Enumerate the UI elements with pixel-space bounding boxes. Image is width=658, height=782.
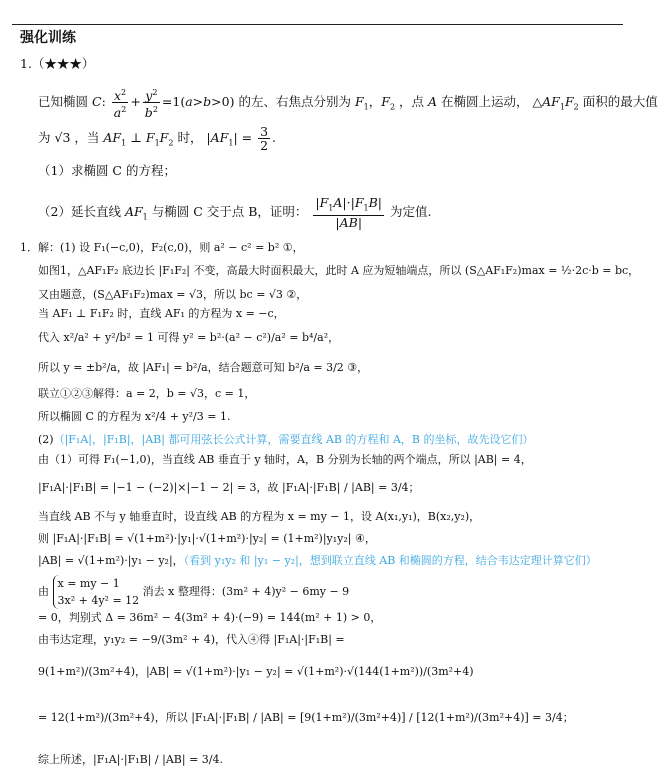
solution-line-7: 联立①②③解得：a = 2，b = √3，c = 1， [38,387,256,400]
solution-line-15: 由 x = my − 1 3x² + 4y² = 12 消去 x 整理得：(3m² + 4)y² − 6my − 9 [38,577,350,607]
section-heading: 强化训练 [20,30,76,46]
solution-line-1: 1．解：(1) 设 F₁(−c,0)，F₂(c,0)，则 a² − c² = b² ①， [20,241,304,254]
solution-line-18: 9(1+m²)/(3m²+4)，|AB| = √(1+m²)·|y₁ − y₂| = √(1+m²)·√(144(1+m²))/(3m²+4) [38,665,474,678]
solution-line-5: 代入 x²/a² + y²/b² = 1 可得 y² = b²·(a² − c²)/a² = b⁴/a²， [38,331,340,344]
question-2: （2）延长直线 $AF_1$ 与椭圆 C 交于点 B，证明： $\frac{|F_1A|\cdot|F_1B|}{|AB|}$ 为定值. [38,195,432,230]
problem-line-1: 已知椭圆 C: $\frac{x^2}{a^2}$ + $\frac{y^2}{b^2}$ =1(a>b>0) 的左、右焦点分别为 $F_1$，$F_2$ ，点 A 在椭圆上运动， $\triangle AF_1F_2$ 面积的最大值 [38,88,658,121]
hint-note-2: （看到 y₁y₂ 和 |y₁ − y₂|，想到联立直线 AB 和椭圆的方程，结合韦达定理计算它们） [183,554,597,567]
solution-line-16: = 0，判别式 Δ = 36m² − 4(3m² + 4)·(−9) = 144(m² + 1) > 0， [38,611,382,624]
solution-line-4: 当 AF₁ ⊥ F₁F₂ 时，直线 AF₁ 的方程为 x = −c， [38,307,285,320]
solution-line-10: 由（1）可得 F₁(−1,0)，当直线 AB 垂直于 y 轴时，A，B 分别为长轴的两个端点，所以 |AB| = 4， [38,453,532,466]
question-1: （1）求椭圆 C 的方程； [38,163,176,178]
solution-line-13: 则 |F₁A|·|F₁B| = √(1+m²)·|y₁|·√(1+m²)·|y₂| = (1+m²)|y₁y₂| ④， [38,532,376,545]
problem-number: 1.（★★★） [20,56,95,71]
solution-line-3: 又由题意，(S△AF₁F₂)max = √3，所以 bc = √3 ②， [38,288,308,301]
problem-line-2: 为 √3 ，当 $AF_1$ ⊥ $F_1F_2$ 时， $|AF_1|$ = $\frac{3}{2}$ . [38,124,277,153]
solution-line-17: 由韦达定理，y₁y₂ = −9/(3m² + 4)，代入④得 |F₁A|·|F₁B| = [38,633,345,646]
solution-line-20: 综上所述，|F₁A|·|F₁B| / |AB| = 3/4. [38,753,223,766]
solution-line-8: 所以椭圆 C 的方程为 x²/4 + y²/3 = 1. [38,410,231,423]
solution-line-14: |AB| = √(1+m²)·|y₁ − y₂|，（看到 y₁y₂ 和 |y₁ − y₂|，想到联立直线 AB 和椭圆的方程，结合韦达定理计算它们） [38,554,597,567]
solution-line-9: (2)（|F₁A|，|F₁B|，|AB| 都可用弦长公式计算，需要直线 AB 的方程和 A，B 的坐标，故先设它们） [38,433,534,446]
solution-line-19: = 12(1+m²)/(3m²+4)，所以 |F₁A|·|F₁B| / |AB| = [9(1+m²)/(3m²+4)] / [12(1+m²)/(3m²+4)] = 3/4； [38,711,574,724]
solution-line-12: 当直线 AB 不与 y 轴垂直时，设直线 AB 的方程为 x = my − 1，设 A(x₁,y₁)，B(x₂,y₂)， [38,510,481,523]
solution-line-6: 所以 y = ±b²/a，故 |AF₁| = b²/a，结合题意可知 b²/a = 3/2 ③， [38,361,369,374]
hint-note-1: （|F₁A|，|F₁B|，|AB| 都可用弦长公式计算，需要直线 AB 的方程和 A，B 的坐标，故先设它们） [53,433,534,446]
solution-line-2: 如图1，△AF₁F₂ 底边长 |F₁F₂| 不变，高最大时面积最大，此时 A 应为短轴端点，所以 (S△AF₁F₂)max = ½·2c·b = bc， [38,264,640,277]
top-rule [12,24,623,25]
equation-system: x = my − 1 3x² + 4y² = 12 [53,575,140,609]
solution-line-11: |F₁A|·|F₁B| = |−1 − (−2)|×|−1 − 2| = 3，故 |F₁A|·|F₁B| / |AB| = 3/4； [38,481,420,494]
